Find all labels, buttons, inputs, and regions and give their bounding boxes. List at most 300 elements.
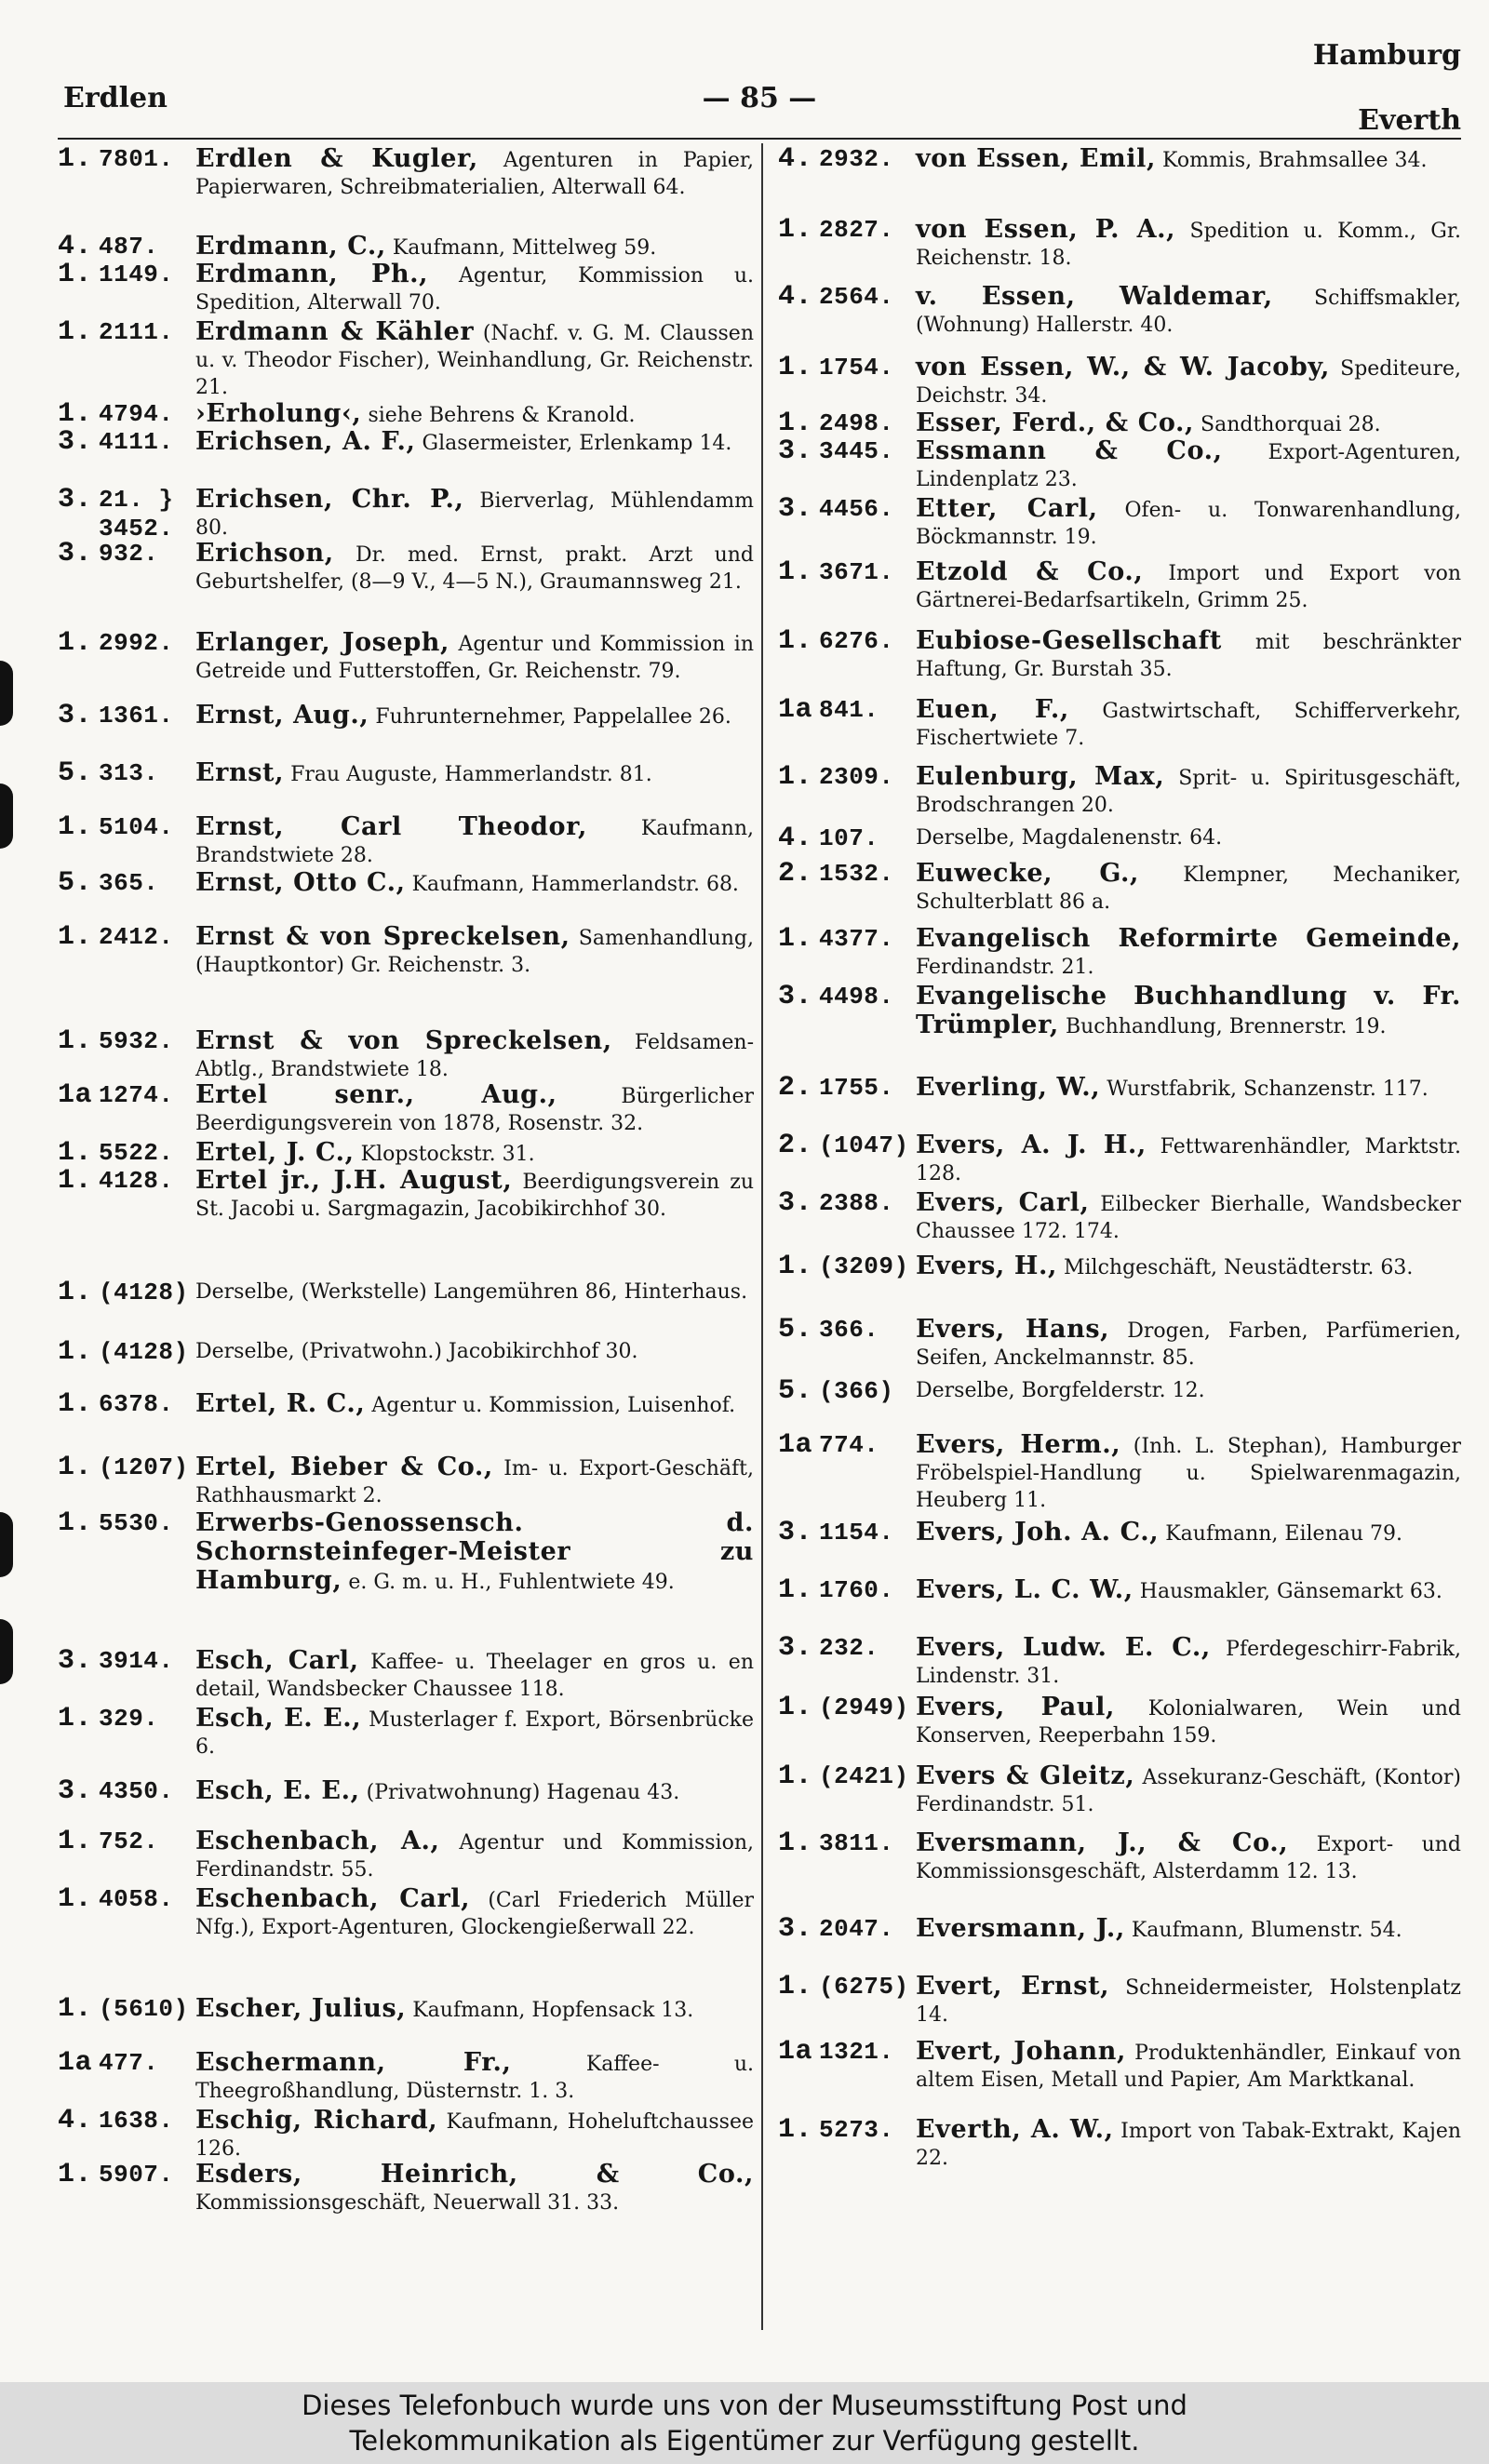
- exchange-section: 1.: [58, 316, 93, 348]
- line-number: 5907.: [99, 2161, 174, 2189]
- line-number: 1755.: [819, 1074, 894, 1102]
- phone-number: [778, 983, 916, 1011]
- line-number: 313.: [99, 759, 159, 787]
- subscriber-details: Sprit- u. Spiritusgeschäft, Brodschrangen 20.: [916, 767, 1461, 817]
- exchange-section: 1.: [778, 1251, 813, 1282]
- phone-number: [58, 1828, 195, 1856]
- line-number: 487.: [99, 233, 159, 261]
- directory-entry: [58, 1705, 756, 1761]
- directory-entry: [58, 318, 756, 401]
- exchange-section: 3.: [778, 1517, 813, 1548]
- phone-number: [58, 261, 195, 289]
- exchange-section: 1.: [778, 352, 813, 383]
- subscriber-name: Ertel jr., J.H. August,: [195, 1166, 513, 1195]
- directory-entry: [778, 1694, 1463, 1749]
- subscriber-details: Milchgeschäft, Neustädterstr. 63.: [1063, 1256, 1414, 1279]
- directory-entry: [58, 629, 756, 685]
- directory-entry: [778, 1576, 1463, 1605]
- subscriber-details: Spedition u. Komm., Gr. Reichenstr. 18.: [916, 220, 1461, 270]
- entry-text: [195, 1453, 756, 1509]
- directory-entry: [58, 1995, 756, 2024]
- subscriber-name: Eversmann, J., & Co.,: [916, 1828, 1289, 1857]
- phone-number: [58, 1338, 195, 1367]
- subscriber-details: Derselbe, Borgfelderstr. 12.: [916, 1379, 1205, 1402]
- exchange-section: 2.: [778, 1072, 813, 1104]
- exchange-section: 1a: [58, 1079, 93, 1111]
- subscriber-details: (Inh. L. Stephan), Hamburger Fröbelspiel-Handlung u. Spielwarenmagazin, Heuberg 11.: [916, 1435, 1461, 1512]
- directory-entry: [58, 1828, 756, 1883]
- phone-number: [778, 627, 916, 656]
- line-number: 1149.: [99, 261, 174, 288]
- directory-entry: [778, 1762, 1463, 1818]
- line-number: 3914.: [99, 1647, 174, 1675]
- phone-number: [58, 1995, 195, 2024]
- exchange-section: 1a: [778, 2036, 813, 2068]
- punch-hole: [0, 783, 13, 849]
- directory-entry: [778, 983, 1463, 1040]
- exchange-section: 1.: [58, 2159, 93, 2190]
- exchange-section: 1.: [778, 923, 813, 955]
- page-header: [58, 35, 1461, 138]
- exchange-section: 1.: [58, 1025, 93, 1057]
- subscriber-details: (Nachf. v. G. M. Claussen u. v. Theodor Fischer), Weinhandlung, Gr. Reichenstr. 21.: [195, 322, 754, 399]
- subscriber-details: Sandthorquai 28.: [1201, 413, 1381, 436]
- entry-text: [916, 1519, 1463, 1547]
- line-number: 2309.: [819, 763, 894, 791]
- entry-text: [195, 1139, 756, 1168]
- line-number: 1361.: [99, 702, 174, 730]
- line-number: 4128.: [99, 1167, 174, 1195]
- entry-text: [916, 1431, 1463, 1514]
- entry-text: [916, 696, 1463, 752]
- subscriber-name: Eubiose-Gesellschaft: [916, 626, 1222, 655]
- subscriber-details: Gastwirtschaft, Schifferverkehr, Fischertwiete 7.: [916, 700, 1461, 750]
- line-number: 752.: [99, 1828, 159, 1855]
- phone-number: [778, 1132, 916, 1160]
- phone-number: [778, 1377, 916, 1406]
- directory-entry: [778, 627, 1463, 683]
- entry-text: [916, 558, 1463, 614]
- entry-text: [195, 318, 756, 401]
- subscriber-name: Escher, Julius,: [195, 1994, 407, 2023]
- exchange-section: 3.: [58, 1775, 93, 1807]
- subscriber-name: Evers, A. J. H.,: [916, 1131, 1147, 1159]
- entry-text: [916, 216, 1463, 272]
- entry-text: [916, 1915, 1463, 1944]
- line-number: 1638.: [99, 2107, 174, 2135]
- exchange-section: 5.: [58, 757, 93, 789]
- line-number: 5530.: [99, 1509, 174, 1537]
- line-number: 6276.: [819, 627, 894, 655]
- subscriber-name: Esser, Ferd., & Co.,: [916, 408, 1194, 437]
- phone-number: [778, 1634, 916, 1663]
- line-number: (1207): [99, 1453, 189, 1481]
- entry-text: [195, 428, 756, 457]
- phone-number: [58, 759, 195, 788]
- exchange-section: 1.: [58, 1165, 93, 1197]
- phone-number: [58, 923, 195, 952]
- directory-entry: [58, 261, 756, 316]
- subscriber-details: Ofen- u. Tonwarenhandlung, Böckmannstr. 19.: [916, 499, 1462, 549]
- exchange-section: 3.: [58, 1645, 93, 1677]
- line-number: (366): [819, 1377, 894, 1405]
- subscriber-details: Drogen, Farben, Parfümerien, Seifen, Anckelmannstr. 85.: [916, 1319, 1461, 1370]
- directory-entry: [778, 763, 1463, 819]
- entry-text: [195, 1705, 756, 1761]
- footer-line-2: Telekommunikation als Eigentümer zur Verfügung gestellt.: [349, 2425, 1140, 2457]
- subscriber-name: Ernst, Carl Theodor,: [195, 812, 587, 841]
- subscriber-name: Ernst,: [195, 758, 285, 787]
- exchange-section: 3.: [58, 426, 93, 458]
- entry-text: [916, 1377, 1463, 1404]
- directory-entry: [58, 869, 756, 898]
- exchange-section: 1.: [58, 1883, 93, 1915]
- phone-number: [778, 495, 916, 524]
- directory-entry: [58, 1081, 756, 1137]
- exchange-section: 1.: [58, 1388, 93, 1420]
- phone-number: [778, 824, 916, 853]
- subscriber-name: Evers, L. C. W.,: [916, 1575, 1134, 1604]
- entry-text: [195, 540, 756, 596]
- phone-number: [58, 1509, 195, 1538]
- subscriber-details: Samenhandlung, (Hauptkontor) Gr. Reichenstr. 3.: [195, 927, 754, 977]
- directory-entry: [58, 813, 756, 869]
- header-right-keyword: Everth: [1358, 104, 1461, 137]
- entry-text: [195, 813, 756, 869]
- phone-number: [58, 1705, 195, 1734]
- phone-number: [778, 216, 916, 245]
- line-number: 2827.: [819, 216, 894, 244]
- directory-entry: [58, 759, 756, 788]
- directory-entry: [778, 1915, 1463, 1944]
- phone-number: [58, 813, 195, 842]
- punch-hole: [0, 1619, 13, 1684]
- exchange-section: 3.: [778, 493, 813, 525]
- exchange-section: 1.: [58, 1993, 93, 2025]
- subscriber-name: Ertel, J. C.,: [195, 1138, 355, 1167]
- exchange-section: 4.: [778, 823, 813, 854]
- line-number: (1047): [819, 1132, 909, 1159]
- exchange-section: 1.: [58, 1277, 93, 1308]
- phone-number: [58, 1453, 195, 1482]
- exchange-section: 1.: [778, 761, 813, 793]
- exchange-section: 1.: [58, 1452, 93, 1483]
- exchange-section: 1.: [58, 1336, 93, 1368]
- subscriber-details: (Privatwohnung) Hagenau 43.: [366, 1781, 680, 1804]
- entry-text: [916, 763, 1463, 819]
- phone-number: [778, 1431, 916, 1460]
- directory-entry: [58, 1453, 756, 1509]
- phone-number: [778, 558, 916, 587]
- directory-entry: [58, 145, 756, 201]
- exchange-section: 1.: [58, 921, 93, 953]
- subscriber-details: Buchhandlung, Brennerstr. 19.: [1065, 1015, 1387, 1038]
- line-number: 7801.: [99, 145, 174, 173]
- subscriber-details: Derselbe, (Privatwohn.) Jacobikirchhof 30.: [195, 1340, 638, 1363]
- exchange-section: 1a: [778, 694, 813, 726]
- subscriber-name: Evers & Gleitz,: [916, 1761, 1135, 1790]
- phone-number: [778, 1973, 916, 2002]
- directory-entry: [778, 696, 1463, 752]
- phone-number: [58, 1139, 195, 1168]
- exchange-section: 1.: [778, 408, 813, 439]
- subscriber-details: Agentur, Kommission u. Spedition, Alterwall 70.: [195, 264, 754, 315]
- subscriber-details: Derselbe, (Werkstelle) Langemühren 86, Hinterhaus.: [195, 1280, 748, 1304]
- phone-number: [778, 763, 916, 792]
- directory-entry: [58, 2049, 756, 2105]
- entry-text: [195, 702, 756, 730]
- directory-entry: [778, 1074, 1463, 1103]
- subscriber-name: Ernst & von Spreckelsen,: [195, 1026, 612, 1055]
- subscriber-name: ›Erholung‹,: [195, 399, 362, 428]
- subscriber-name: Etter, Carl,: [916, 494, 1098, 523]
- subscriber-details: Schiffsmakler, (Wohnung) Hallerstr. 40.: [916, 287, 1461, 337]
- exchange-section: 3.: [778, 1632, 813, 1664]
- directory-entry: [778, 925, 1463, 981]
- subscriber-details: Klempner, Mechaniker, Schulterblatt 86 a.: [916, 864, 1461, 914]
- subscriber-name: Eschermann, Fr.,: [195, 2048, 512, 2077]
- directory-entry: [778, 1252, 1463, 1281]
- subscriber-name: Ernst & von Spreckelsen,: [195, 922, 570, 951]
- entry-text: [916, 627, 1463, 683]
- line-number: 1760.: [819, 1576, 894, 1604]
- directory-entry: [778, 283, 1463, 339]
- directory-entry: [778, 216, 1463, 272]
- subscriber-details: Wurstfabrik, Schanzenstr. 117.: [1107, 1078, 1429, 1101]
- subscriber-details: Kaffee- u. Theelager en gros u. en detail, Wandsbecker Chaussee 118.: [195, 1651, 754, 1701]
- subscriber-details: Kommissionsgeschäft, Neuerwall 31. 33.: [195, 2191, 620, 2215]
- line-number: 2498.: [819, 409, 894, 437]
- subscriber-details: Im- u. Export-Geschäft, Rathhausmarkt 2.: [195, 1457, 755, 1507]
- phone-number: [778, 1576, 916, 1605]
- subscriber-name: v. Essen, Waldemar,: [916, 282, 1273, 311]
- entry-text: [916, 1576, 1463, 1605]
- subscriber-details: Agenturen in Papier, Papierwaren, Schreibmaterialien, Alterwall 64.: [195, 149, 754, 199]
- entry-text: [195, 1338, 756, 1365]
- exchange-section: 1.: [778, 1574, 813, 1606]
- subscriber-name: Erdmann & Kähler: [195, 317, 475, 346]
- subscriber-name: Evers, Joh. A. C.,: [916, 1518, 1160, 1547]
- subscriber-name: Esch, Carl,: [195, 1646, 359, 1675]
- subscriber-name: Everth, A. W.,: [916, 2115, 1114, 2144]
- entry-text: [916, 495, 1463, 551]
- directory-entry: [778, 2038, 1463, 2094]
- subscriber-details: Kolonialwaren, Wein und Konserven, Reeperbahn 159.: [916, 1697, 1461, 1748]
- subscriber-name: Erlanger, Joseph,: [195, 628, 450, 657]
- subscriber-name: von Essen, W., & W. Jacoby,: [916, 353, 1331, 382]
- phone-number: [58, 1390, 195, 1419]
- exchange-section: 4.: [778, 281, 813, 313]
- phone-number: [778, 1252, 916, 1281]
- subscriber-name: Ertel, R. C.,: [195, 1389, 366, 1418]
- entry-text: [916, 1762, 1463, 1818]
- entry-text: [195, 869, 756, 898]
- subscriber-details: Kaufmann, Brandstwiete 28.: [195, 817, 754, 867]
- subscriber-details: Musterlager f. Export, Börsenbrücke 6.: [195, 1708, 754, 1759]
- exchange-section: 3.: [58, 538, 93, 569]
- phone-number: [58, 702, 195, 730]
- subscriber-details: Derselbe, Magdalenenstr. 64.: [916, 826, 1223, 850]
- line-number: 329.: [99, 1705, 159, 1733]
- exchange-section: 3.: [778, 435, 813, 467]
- subscriber-details: Export- und Kommissionsgeschäft, Alsterdamm 12. 13.: [916, 1833, 1462, 1883]
- subscriber-name: Euwecke, G.,: [916, 859, 1140, 888]
- line-number: 2388.: [819, 1189, 894, 1217]
- subscriber-details: e. G. m. u. H., Fuhlentwiete 49.: [348, 1571, 675, 1594]
- line-number: (4128): [99, 1279, 189, 1306]
- directory-entry: [58, 2161, 756, 2216]
- subscriber-name: Euen, F.,: [916, 695, 1069, 724]
- phone-number: [58, 629, 195, 658]
- directory-entry: [58, 923, 756, 979]
- phone-number: [58, 540, 195, 569]
- line-number: 774.: [819, 1431, 879, 1459]
- punch-hole: [0, 661, 13, 726]
- line-number: 4377.: [819, 925, 894, 953]
- entry-text: [195, 1390, 756, 1419]
- entry-text: [195, 233, 756, 261]
- subscriber-name: Etzold & Co.,: [916, 557, 1144, 586]
- line-number: 1274.: [99, 1081, 174, 1109]
- directory-entry: [58, 486, 756, 543]
- exchange-section: 1.: [58, 1507, 93, 1539]
- directory-entry: [58, 1279, 756, 1307]
- subscriber-details: Feldsamen-Abtlg., Brandstwiete 18.: [195, 1031, 755, 1081]
- phone-number: [58, 145, 195, 174]
- subscriber-details: Bürgerlicher Beerdigungsverein von 1878, Rosenstr. 32.: [195, 1085, 754, 1135]
- subscriber-details: Agentur u. Kommission, Luisenhof.: [371, 1394, 736, 1417]
- phone-number: [778, 1762, 916, 1791]
- exchange-section: 1.: [778, 1761, 813, 1792]
- subscriber-name: Erichsen, Chr. P.,: [195, 485, 464, 514]
- entry-text: [916, 1252, 1463, 1281]
- entry-text: [195, 2049, 756, 2105]
- exchange-section: 5.: [778, 1375, 813, 1407]
- entry-text: [916, 925, 1463, 981]
- subscriber-name: Evangelisch Reformirte Gemeinde,: [916, 924, 1461, 953]
- subscriber-details: mit beschränkter Haftung, Gr. Burstah 35.: [916, 631, 1462, 681]
- line-number: 21. } 3452.: [99, 486, 174, 542]
- entry-text: [195, 486, 756, 542]
- line-number: (2421): [819, 1762, 909, 1790]
- entry-text: [195, 759, 756, 788]
- line-number: (6275): [819, 1973, 909, 2001]
- subscriber-details: (Carl Friederich Müller Nfg.), Export-Agenturen, Glockengießerwall 22.: [195, 1889, 755, 1939]
- exchange-section: 1.: [778, 1692, 813, 1723]
- phone-number: [778, 2038, 916, 2067]
- directory-entry: [778, 1829, 1463, 1885]
- line-number: 1754.: [819, 354, 894, 382]
- exchange-section: 1a: [778, 1429, 813, 1461]
- phone-number: [778, 1915, 916, 1944]
- subscriber-details: Dr. med. Ernst, prakt. Arzt und Geburtshelfer, (8—9 V., 4—5 N.), Graumannsweg 21.: [195, 543, 754, 594]
- directory-entry: [58, 428, 756, 457]
- phone-number: [58, 233, 195, 261]
- directory-entry: [778, 354, 1463, 409]
- line-number: 4111.: [99, 428, 174, 456]
- phone-number: [778, 696, 916, 725]
- subscriber-details: Kaufmann, Hopfensack 13.: [412, 1999, 694, 2022]
- directory-entry: [778, 1431, 1463, 1514]
- phone-number: [58, 2161, 195, 2189]
- phone-number: [778, 145, 916, 174]
- subscriber-name: Everling, W.,: [916, 1073, 1101, 1102]
- line-number: 3671.: [819, 558, 894, 586]
- entry-text: [916, 354, 1463, 409]
- subscriber-name: von Essen, P. A.,: [916, 215, 1176, 244]
- entry-text: [195, 400, 756, 429]
- directory-entry: [58, 233, 756, 261]
- exchange-section: 1.: [58, 259, 93, 290]
- entry-text: [195, 1647, 756, 1703]
- entry-text: [195, 923, 756, 979]
- line-number: 5932.: [99, 1027, 174, 1055]
- directory-entry: [778, 2116, 1463, 2172]
- subscriber-details: Beerdigungsverein zu St. Jacobi u. Sargmagazin, Jacobikirchhof 30.: [195, 1171, 754, 1221]
- exchange-section: 4.: [58, 231, 93, 262]
- subscriber-details: Agentur und Kommission, Ferdinandstr. 55.: [195, 1831, 754, 1881]
- subscriber-details: Kaffee- u. Theegroßhandlung, Düsternstr. 1. 3.: [195, 2053, 755, 2103]
- subscriber-details: Assekuranz-Geschäft, (Kontor) Ferdinandstr. 51.: [916, 1766, 1461, 1816]
- phone-number: [778, 1829, 916, 1858]
- subscriber-name: von Essen, Emil,: [916, 144, 1156, 173]
- exchange-section: 1.: [58, 398, 93, 430]
- entry-text: [195, 2161, 756, 2216]
- exchange-section: 1a: [58, 2047, 93, 2079]
- entry-text: [195, 261, 756, 316]
- exchange-section: 1.: [778, 214, 813, 246]
- exchange-section: 1.: [778, 1971, 813, 2002]
- entry-text: [195, 1995, 756, 2024]
- subscriber-name: Evers, Carl,: [916, 1188, 1090, 1217]
- phone-number: [58, 428, 195, 457]
- line-number: 932.: [99, 540, 159, 568]
- entry-text: [916, 1189, 1463, 1245]
- line-number: 107.: [819, 824, 879, 852]
- subscriber-details: Kaufmann, Eilenau 79.: [1165, 1522, 1403, 1546]
- entry-text: [195, 1828, 756, 1883]
- subscriber-details: Glasermeister, Erlenkamp 14.: [422, 432, 732, 455]
- exchange-section: 3.: [778, 981, 813, 1012]
- subscriber-details: Import von Tabak-Extrakt, Kajen 22.: [916, 2120, 1462, 2170]
- column-divider: [761, 143, 763, 2330]
- exchange-section: 3.: [778, 1913, 813, 1945]
- directory-entry: [778, 558, 1463, 614]
- line-number: (4128): [99, 1338, 189, 1366]
- phone-number: [778, 1074, 916, 1103]
- exchange-section: 1.: [58, 811, 93, 843]
- entry-text: [916, 1132, 1463, 1187]
- subscriber-details: Kaufmann, Blumenstr. 54.: [1131, 1919, 1402, 1942]
- phone-number: [778, 1316, 916, 1345]
- entry-text: [916, 437, 1463, 493]
- entry-text: [916, 983, 1463, 1040]
- subscriber-details: Kaufmann, Mittelweg 59.: [392, 236, 657, 260]
- entry-text: [195, 1509, 756, 1596]
- phone-number: [778, 925, 916, 954]
- header-left-keyword: Erdlen: [63, 82, 168, 114]
- directory-entry: [58, 702, 756, 730]
- entry-text: [916, 1694, 1463, 1749]
- line-number: (5610): [99, 1995, 189, 2023]
- directory-entry: [58, 400, 756, 429]
- phone-number: [58, 1279, 195, 1307]
- line-number: 5522.: [99, 1139, 174, 1167]
- subscriber-name: Erdlen & Kugler,: [195, 144, 478, 173]
- phone-number: [58, 1027, 195, 1056]
- subscriber-name: Eschenbach, A.,: [195, 1827, 440, 1855]
- subscriber-name: Evers, Paul,: [916, 1693, 1115, 1721]
